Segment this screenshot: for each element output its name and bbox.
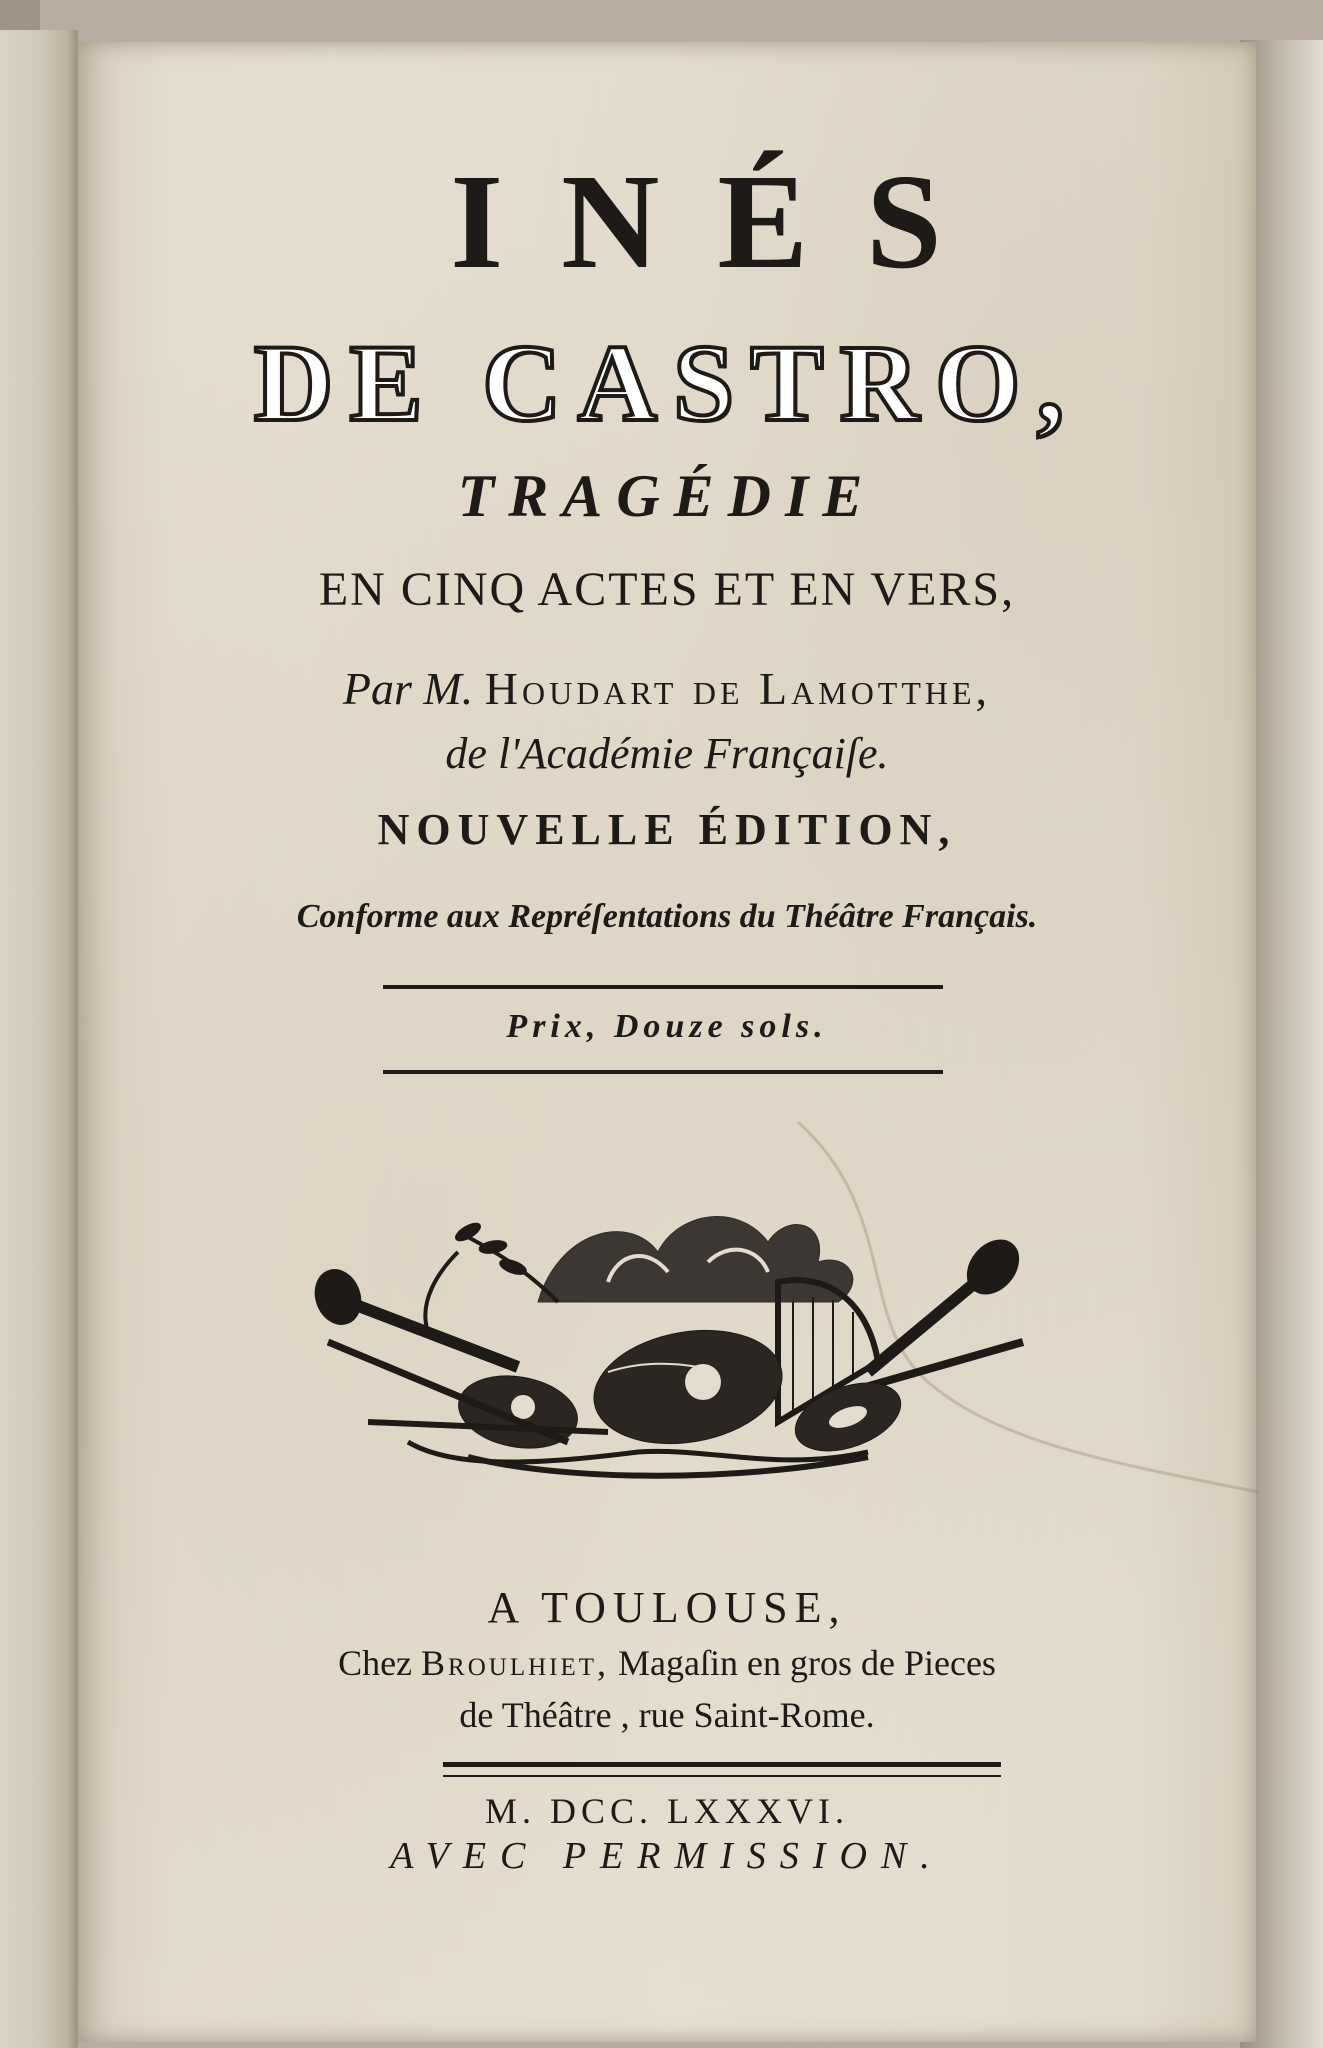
price-rule-top bbox=[383, 985, 943, 989]
publication-city: A TOULOUSE, bbox=[487, 1583, 847, 1632]
edition-heading: NOUVELLE ÉDITION, bbox=[377, 805, 957, 854]
imprint-double-rule bbox=[443, 1762, 1001, 1777]
left-page-edge bbox=[0, 30, 78, 2048]
price-rule-bottom bbox=[383, 1070, 943, 1074]
author-prefix: Par M. bbox=[342, 663, 474, 714]
author-line bbox=[78, 662, 1256, 715]
edition-note: Conforme aux Repréſentations du Théâtre Français. bbox=[296, 898, 1038, 935]
publisher-prefix: Chez bbox=[338, 1643, 413, 1683]
publisher-address: de Théâtre , rue Saint-Rome. bbox=[459, 1695, 875, 1735]
publisher-line bbox=[78, 1642, 1256, 1684]
permission-line: AVEC PERMISSION. bbox=[390, 1835, 944, 1877]
author-name: Houdart de Lamotthe, bbox=[484, 663, 992, 714]
musical-instruments-trophy-icon bbox=[308, 1192, 1028, 1482]
title-line-de-castro: DE CASTRO, bbox=[253, 322, 1081, 444]
genre-tragedie: TRAGÉDIE bbox=[457, 463, 877, 529]
publisher-rest: Magaſin en gros de Pieces bbox=[618, 1643, 996, 1683]
publisher-name: Broulhiet, bbox=[421, 1643, 610, 1683]
price-line: Prix, Douze sols. bbox=[506, 1008, 828, 1045]
publication-year: M. DCC. LXXXVI. bbox=[484, 1791, 849, 1831]
subtitle-acts: EN CINQ ACTES ET EN VERS, bbox=[318, 563, 1016, 616]
title-line-ines: INÉS bbox=[450, 147, 1000, 297]
title-page bbox=[78, 42, 1256, 2042]
author-affiliation: de l'Académie Françaiſe. bbox=[445, 729, 889, 778]
